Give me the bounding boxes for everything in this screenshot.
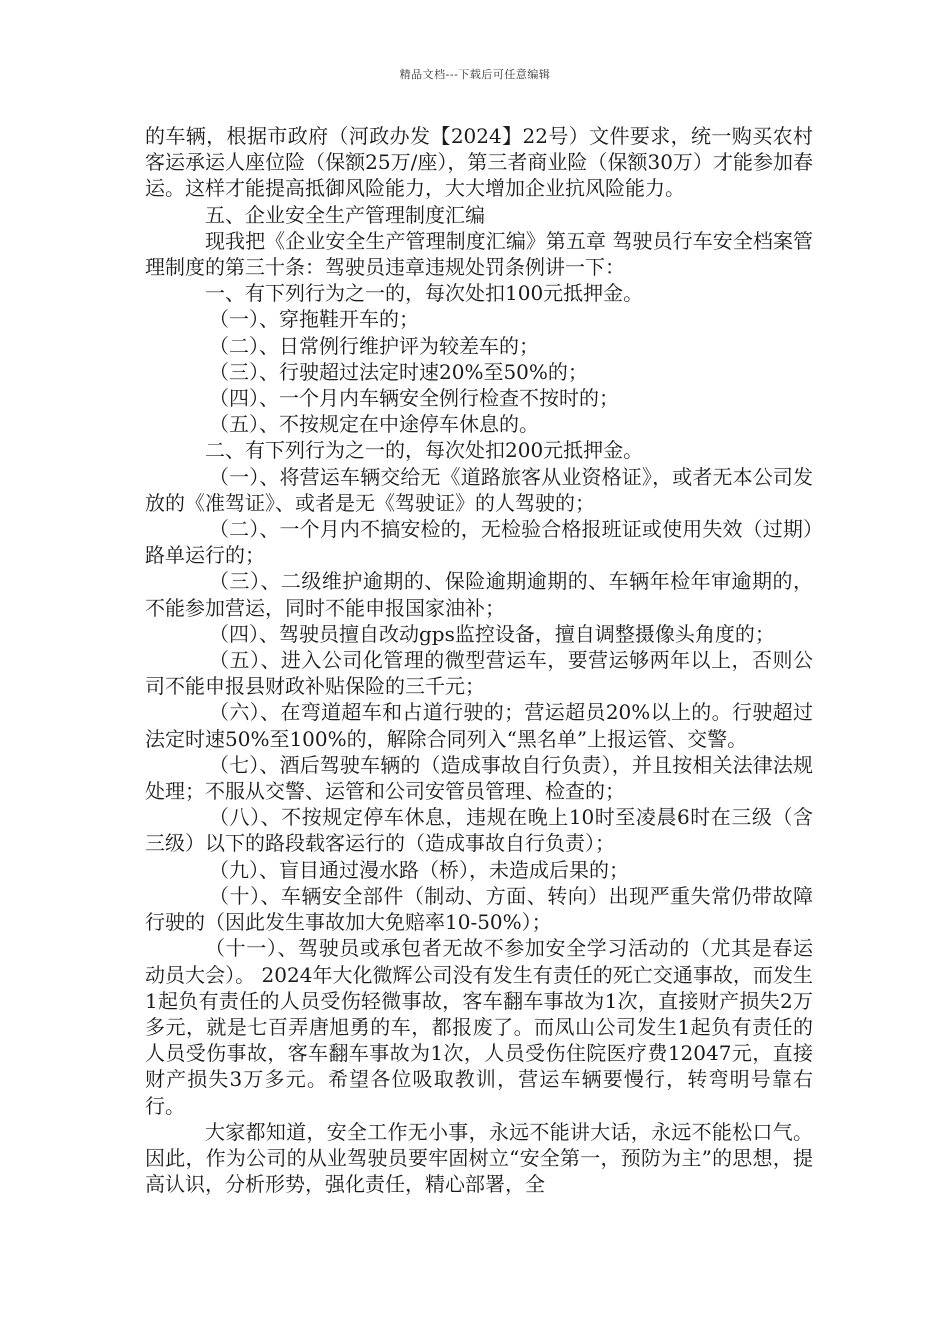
paragraph: （三）、二级维护逾期的、保险逾期逾期的、车辆年检年审逾期的，不能参加营运，同时不能申报国家油补；: [145, 569, 813, 620]
paragraph: （九）、盲目通过漫水路（桥），未造成后果的；: [209, 857, 629, 882]
paragraph: 的车辆，根据市政府（河政办发【2024】22号）文件要求，统一购买农村客运承运人座位险（保额25万/座），第三者商业险（保额30万）才能参加春运。这样才能提高抵御风险能力，大大增加企业抗风险能力。: [145, 124, 813, 201]
page-header: 精品文档---下载后可任意编辑: [399, 68, 551, 81]
paragraph: （四）、一个月内车辆安全例行检查不按时的；: [209, 386, 619, 411]
paragraph: （七）、酒后驾驶车辆的（造成事故自行负责），并且按相关法律法规处理；不服从交警、运管和公司安管员管理、检查的；: [145, 752, 813, 804]
paragraph: （十一）、驾驶员或承包者无故不参加安全学习活动的（尤其是春运动员大会）。 2024年大化微辉公司没有发生有责任的死亡交通事故，而发生1起负有责任的人员受伤轻微事故，客车翻车事故为1次，直接财产损失2万多元，就是七百弄唐旭勇的车，都报废了。而凤山公司发生1起负有责任的人员受伤事故，客车翻车事故为1次，人员受伤住院医疗费12047元，直接财产损失3万多元。希望各位吸取教训，营运车辆要慢行，转弯明号靠右行。: [145, 936, 813, 1118]
paragraph: （六）、在弯道超车和占道行驶的；营运超员20%以上的。行驶超过法定时速50%至100%的，解除合同列入“黑名单”上报运管、交警。: [145, 700, 813, 751]
paragraph: （四）、驾驶员擅自改动gps监控设备，擅自调整摄像头角度的；: [209, 621, 775, 646]
paragraph: （二）、日常例行维护评为较差车的；: [209, 333, 539, 358]
paragraph: 二、有下列行为之一的，每次处扣200元抵押金。: [205, 438, 644, 463]
document-body: [145, 123, 813, 1197]
paragraph: （五）、不按规定在中途停车休息的。: [209, 412, 539, 437]
paragraph: 一、有下列行为之一的，每次处扣100元抵押金。: [205, 281, 644, 306]
paragraph: （一）、穿拖鞋开车的；: [209, 307, 419, 332]
paragraph: 大家都知道，安全工作无小事，永远不能讲大话，永远不能松口气。因此，作为公司的从业驾驶员要牢固树立“安全第一，预防为主”的思想，提高认识，分析形势，强化责任，精心部署，全: [145, 1119, 813, 1197]
paragraph: （八）、不按规定停车休息，违规在晚上10时至凌晨6时在三级（含三级）以下的路段载客运行的（造成事故自行负责）；: [145, 805, 813, 856]
paragraph: （二）、一个月内不搞安检的，无检验合格报班证或使用失效（过期）路单运行的；: [145, 517, 813, 568]
paragraph: （三）、行驶超过法定时速20%至50%的；: [209, 359, 588, 384]
paragraph: （十）、车辆安全部件（制动、方面、转向）出现严重失常仍带故障行驶的（因此发生事故加大免赔率10-50%）；: [145, 883, 813, 935]
paragraph: 现我把《企业安全生产管理制度汇编》第五章 驾驶员行车安全档案管理制度的第三十条：驾驶员违章违规处罚条例讲一下：: [145, 228, 813, 280]
paragraph: （一）、将营运车辆交给无《道路旅客从业资格证》，或者无本公司发放的《准驾证》、或者是无《驾驶证》的人驾驶的；: [145, 464, 813, 515]
paragraph: 五、企业安全生产管理制度汇编: [205, 202, 485, 227]
paragraph: （五）、进入公司化管理的微型营运车，要营运够两年以上，否则公司不能申报县财政补贴保险的三千元；: [145, 648, 813, 699]
